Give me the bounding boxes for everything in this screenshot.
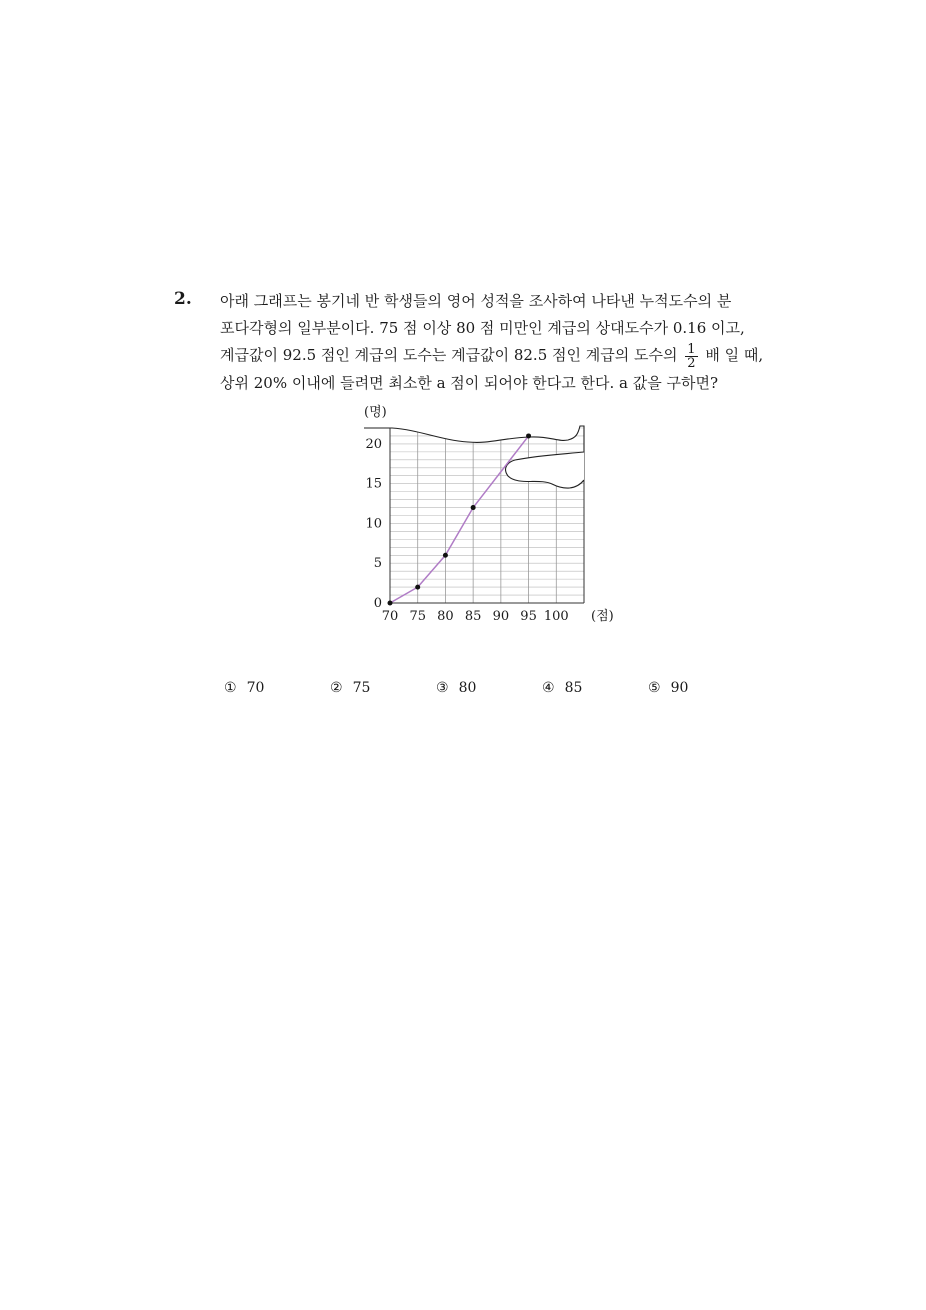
choice-mark: ① [224, 680, 237, 696]
data-point [471, 505, 476, 510]
question-line-3 [220, 342, 780, 370]
x-tick-label: 85 [464, 609, 482, 624]
choice-value: 80 [458, 680, 477, 696]
cumulative-frequency-polygon-chart [350, 400, 620, 630]
fraction-one-half [685, 343, 697, 370]
choice-value: 70 [246, 680, 265, 696]
question-number: 2. [174, 289, 192, 309]
question-line-4: 상위 20% 이내에 들려면 최소한 a 점이 되어야 한다고 한다. a 값을 구하면? [220, 373, 718, 392]
fraction-numerator: 1 [687, 341, 696, 357]
choice-value: 75 [352, 680, 371, 696]
choice-mark: ② [330, 680, 343, 696]
question-line-3-before: 계급값이 92.5 점인 계급의 도수는 계급값이 82.5 점인 계급의 도수의 [220, 346, 678, 364]
choice-2[interactable] [330, 680, 370, 696]
choice-1[interactable] [224, 680, 264, 696]
x-tick-label: 90 [492, 609, 510, 624]
choice-mark: ⑤ [648, 680, 661, 696]
y-tick-label: 0 [373, 596, 382, 611]
data-point [526, 433, 531, 438]
choice-4[interactable] [542, 680, 582, 696]
y-tick-label: 10 [365, 516, 382, 532]
choice-mark: ③ [436, 680, 449, 696]
data-point [415, 585, 420, 590]
y-tick-label: 5 [373, 556, 382, 572]
fraction-denominator: 2 [687, 355, 696, 371]
x-tick-label: 95 [520, 609, 537, 624]
y-tick-label: 20 [365, 436, 382, 452]
choice-5[interactable] [648, 680, 688, 696]
choice-value: 85 [564, 680, 583, 696]
x-tick-label: 80 [437, 609, 454, 624]
question-line-3-after: 배 일 때, [705, 346, 764, 364]
question-text [220, 288, 780, 397]
x-tick-label: 70 [381, 609, 399, 624]
data-point [388, 601, 393, 606]
x-tick-label: 100 [543, 609, 569, 624]
question-line-2: 포다각형의 일부분이다. 75 점 이상 80 점 미만인 계급의 상대도수가 0.16 이고, [220, 319, 745, 337]
x-axis-label: (점) [591, 609, 614, 624]
y-tick-label: 15 [365, 476, 382, 492]
y-axis-label: (명) [364, 405, 387, 420]
choice-value: 90 [670, 680, 689, 696]
x-tick-label: 75 [409, 609, 426, 624]
chart-series [388, 433, 532, 605]
choice-3[interactable] [436, 680, 476, 696]
data-point [443, 553, 448, 558]
question-line-1: 아래 그래프는 봉기네 반 학생들의 영어 성적을 조사하여 나타낸 누적도수의 분 [220, 292, 732, 310]
choice-mark: ④ [542, 680, 555, 696]
tear-mask-flap [506, 452, 584, 488]
